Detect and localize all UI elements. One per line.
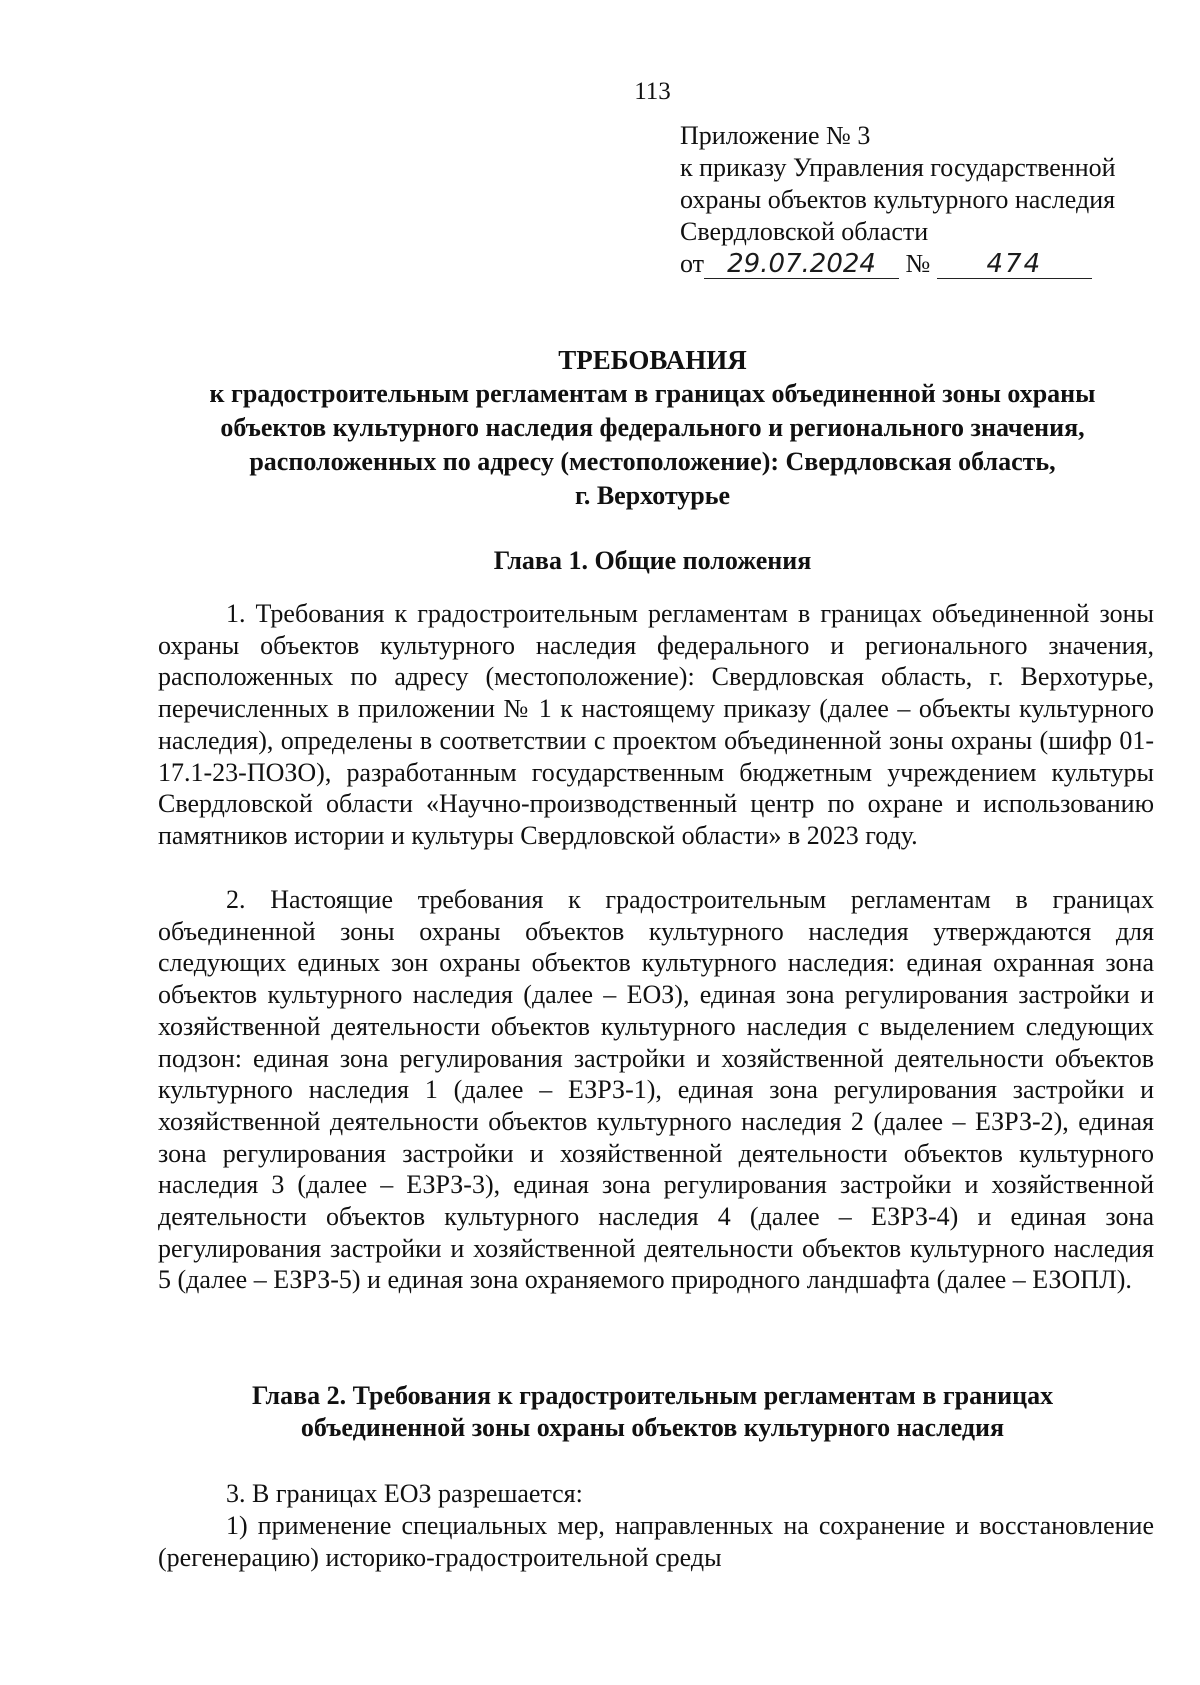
document-subtitle-line-2: объектов культурного наследия федерального и регионального значения, [220, 413, 1085, 442]
appendix-line-3: охраны объектов культурного наследия [680, 185, 1116, 214]
chapter-2-heading-line-2: объединенной зоны охраны объектов культурного наследия [300, 1413, 1005, 1442]
section-3-intro: 3. В границах ЕОЗ разрешается: [226, 1479, 583, 1508]
number-prefix: № [905, 249, 931, 278]
section-3-item-1: 1) применение специальных мер, направленных на сохранение и восстановление (регенерацию) историко-градостроительной среды [158, 1511, 1154, 1572]
paragraph-1: 1. Требования к градостроительным регламентам в границах объединенной зоны охраны объектов культурного наследия федерального и регионального значения, расположенных по адресу (местоположение): Свердловская область, г. Верхотурье, перечисленных в приложении № 1 к настоящему приказу (далее – объекты культурного наследия), определены в соответствии с проектом объединенной зоны охраны (шифр 01-17.1-23-ПОЗО), разработанным государственным бюджетным учреждением культуры Свердловской области «Научно-производственный центр по охране и использованию памятников истории и культуры Свердловской области» в 2023 году. [158, 599, 1154, 850]
appendix-line-1: Приложение № 3 [680, 121, 871, 150]
chapter-2-heading [150, 1380, 1155, 1444]
document-title: ТРЕБОВАНИЯ [558, 345, 747, 375]
document-title-block [150, 343, 1155, 513]
handwritten-date: 29.07.2024 [704, 250, 899, 279]
chapter-2-heading-line-1: Глава 2. Требования к градостроительным регламентам в границах [251, 1381, 1054, 1410]
document-subtitle-line-3: расположенных по адресу (местоположение): Свердловская область, [249, 447, 1056, 476]
paragraph-2: 2. Настоящие требования к градостроительным регламентам в границах объединенной зоны охраны объектов культурного наследия утверждаются для следующих единых зон охраны объектов культурного наследия: единая охранная зона объектов культурного наследия (далее – ЕОЗ), единая зона регулирования застройки и хозяйственной деятельности объектов культурного наследия с выделением следующих подзон: единая зона регулирования застройки и хозяйственной деятельности объектов культурного наследия 1 (далее – ЕЗРЗ-1), единая зона регулирования застройки и хозяйственной деятельности объектов культурного наследия 2 (далее – ЕЗРЗ-2), единая зона регулирования застройки и хозяйственной деятельности объектов культурного наследия 3 (далее – ЕЗРЗ-3), единая зона регулирования застройки и хозяйственной деятельности объектов культурного наследия 4 (далее – ЕЗРЗ-4) и единая зона регулирования застройки и хозяйственной деятельности объектов культурного наследия 5 (далее – ЕЗРЗ-5) и единая зона охраняемого природного ландшафта (далее – ЕЗОПЛ). [158, 885, 1154, 1295]
appendix-line-4: Свердловской области [680, 217, 929, 246]
page-number: 113 [634, 78, 671, 105]
chapter-1-heading: Глава 1. Общие положения [493, 546, 812, 575]
date-prefix: от [680, 249, 705, 278]
order-date-number-row [680, 248, 1140, 280]
document-subtitle-line-4: г. Верхотурье [574, 481, 731, 510]
appendix-header [680, 120, 1140, 280]
document-subtitle-line-1: к градостроительным регламентам в границах объединенной зоны охраны [209, 379, 1096, 408]
appendix-line-2: к приказу Управления государственной [680, 153, 1116, 182]
handwritten-order-number: 474 [937, 250, 1092, 279]
